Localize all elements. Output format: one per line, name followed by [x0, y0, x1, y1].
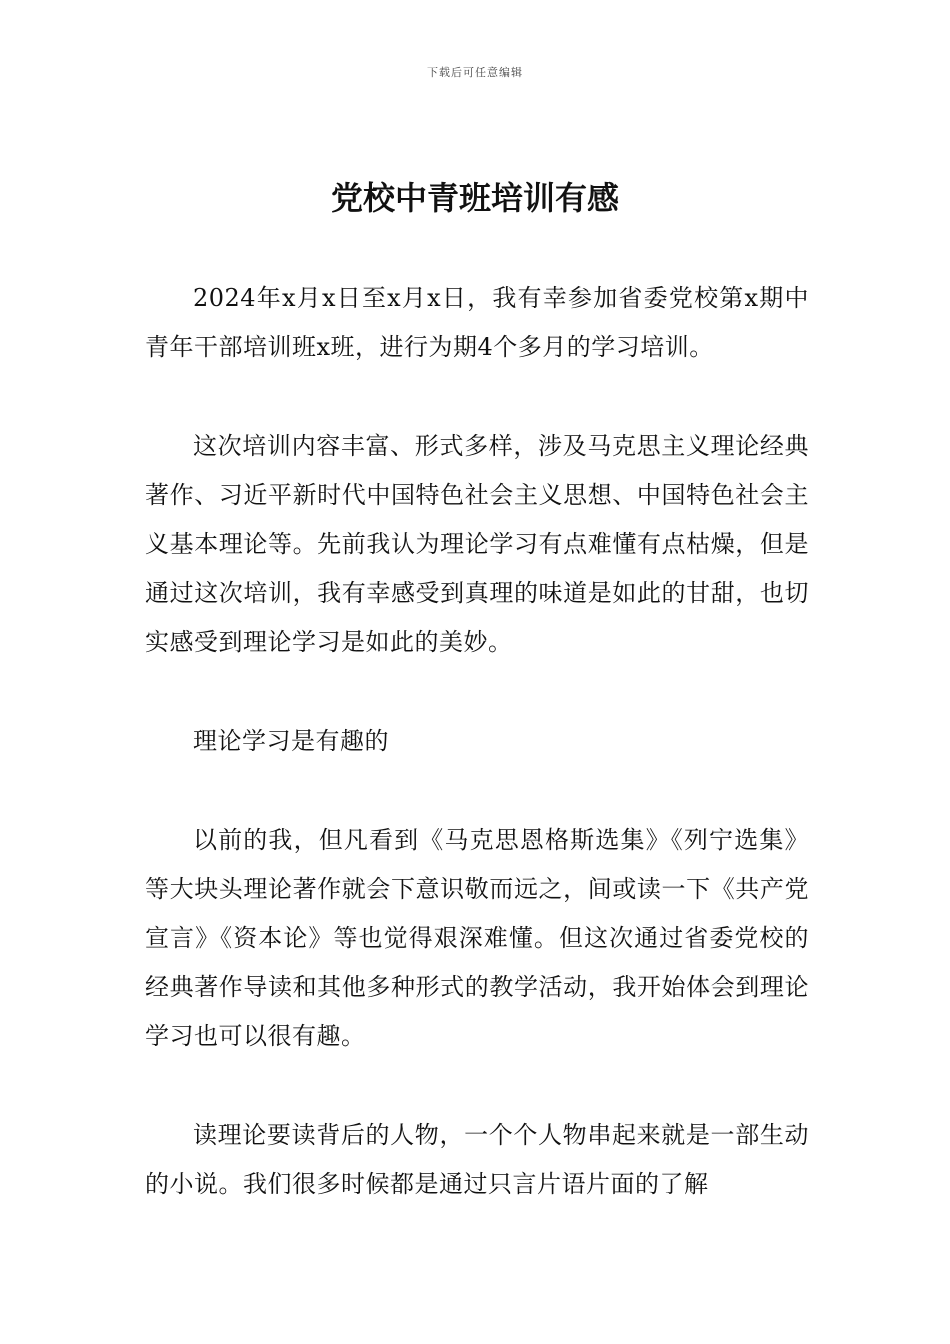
paragraph-reading-people: 读理论要读背后的人物，一个个人物串起来就是一部生动的小说。我们很多时候都是通过只言片语片面的了解 — [145, 1121, 809, 1198]
header-note: 下载后可任意编辑 — [427, 66, 523, 79]
document-title: 党校中青班培训有感 — [330, 179, 619, 217]
paragraph-intro: 2024年x月x日至x月x日，我有幸参加省委党校第x期中青年干部培训班x班，进行为期4个多月的学习培训。 — [145, 284, 809, 361]
paragraph-classic-works: 以前的我，但凡看到《马克思恩格斯选集》《列宁选集》等大块头理论著作就会下意识敬而远之，间或读一下《共产党宣言》《资本论》等也觉得艰深难懂。但这次通过省委党校的经典著作导读和其他多种形式的教学活动，我开始体会到理论学习也可以很有趣。 — [145, 826, 809, 1050]
paragraph-training-content: 这次培训内容丰富、形式多样，涉及马克思主义理论经典著作、习近平新时代中国特色社会主义思想、中国特色社会主义基本理论等。先前我认为理论学习有点难懂有点枯燥，但是通过这次培训，我有幸感受到真理的味道是如此的甘甜，也切实感受到理论学习是如此的美妙。 — [145, 432, 809, 656]
section-heading-theory-interesting: 理论学习是有趣的 — [193, 727, 389, 755]
document-body — [145, 274, 809, 1259]
